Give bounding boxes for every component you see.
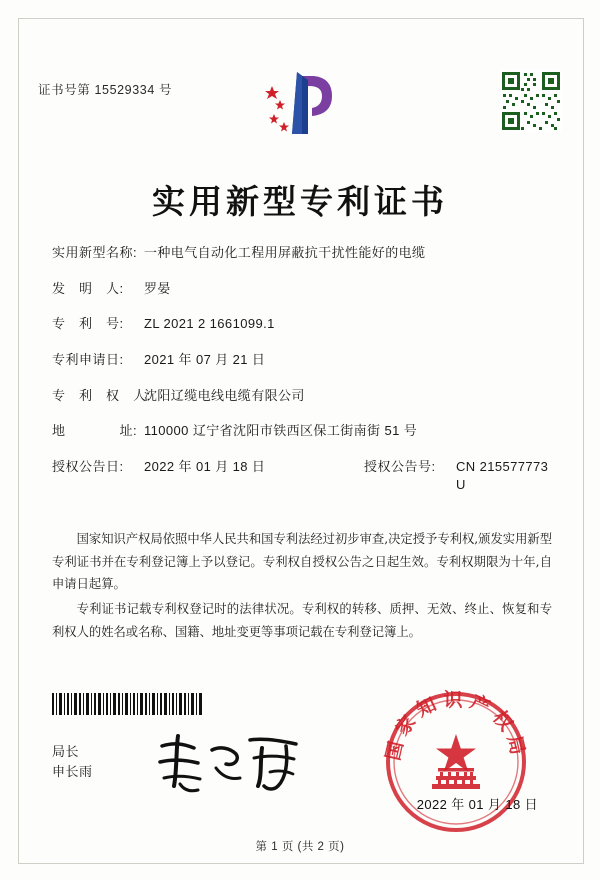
handwritten-signature bbox=[150, 728, 320, 798]
cnipa-logo-icon bbox=[252, 70, 348, 142]
field-row-name bbox=[52, 244, 552, 262]
field-label: 授权公告日: bbox=[52, 459, 124, 475]
svg-text:国家知识产权局: 国家知识产权局 bbox=[382, 689, 530, 763]
director-label: 局长 bbox=[52, 744, 80, 759]
field-label: 专 利 权 人: bbox=[52, 387, 151, 403]
field-label: 专利申请日: bbox=[52, 352, 124, 368]
legal-text bbox=[52, 528, 552, 646]
field-label: 地 址: bbox=[52, 423, 138, 439]
qr-code-icon bbox=[500, 70, 562, 132]
barcode-svg bbox=[52, 693, 202, 715]
field-label-secondary: 授权公告号: bbox=[364, 459, 436, 475]
qr-code-svg bbox=[500, 70, 562, 132]
field-value: 沈阳辽缆电线电缆有限公司 bbox=[144, 387, 305, 403]
field-row-patentee bbox=[52, 387, 552, 405]
field-label: 专 利 号: bbox=[52, 316, 124, 332]
field-label: 发 明 人: bbox=[52, 280, 124, 296]
seal-date: 2022 年 01 月 18 日 bbox=[416, 797, 538, 812]
page-footer: 第 1 页 (共 2 页) bbox=[255, 841, 345, 853]
field-value: ZL 2021 2 1661099.1 bbox=[144, 316, 275, 332]
field-value: 罗晏 bbox=[144, 280, 171, 296]
field-value: 2021 年 07 月 21 日 bbox=[144, 352, 266, 368]
paragraph: 专利证书记载专利权登记时的法律状况。专利权的转移、质押、无效、终止、恢复和专利权人的姓名或名称、国籍、地址变更等事项记载在专利登记簿上。 bbox=[52, 602, 552, 639]
field-value-secondary: CN 215577773 U bbox=[456, 459, 549, 493]
signature-svg bbox=[150, 728, 320, 798]
page-title: 实用新型专利证书 bbox=[152, 182, 448, 221]
paragraph: 国家知识产权局依照中华人民共和国专利法经过初步审查,决定授予专利权,颁发实用新型专利证书并在专利登记簿上予以登记。专利权自授权公告之日起生效。专利权期限为十年,自申请日起算。 bbox=[52, 532, 552, 592]
field-row-patent-number bbox=[52, 315, 552, 333]
field-row-application-date bbox=[52, 351, 552, 369]
official-seal bbox=[382, 688, 530, 836]
fields-list bbox=[52, 244, 552, 512]
certificate-number: 证书号第 15529334 号 bbox=[38, 83, 173, 97]
field-value: 一种电气自动化工程用屏蔽抗干扰性能好的电缆 bbox=[144, 245, 426, 260]
field-label: 实用新型名称: bbox=[52, 245, 138, 260]
field-value: 110000 辽宁省沈阳市铁西区保工街南街 51 号 bbox=[144, 423, 418, 439]
field-row-address bbox=[52, 422, 552, 440]
logo-svg bbox=[252, 70, 348, 142]
field-row-inventor bbox=[52, 280, 552, 298]
director-name: 申长雨 bbox=[52, 764, 93, 780]
barcode-icon bbox=[52, 693, 202, 715]
field-value: 2022 年 01 月 18 日 bbox=[144, 459, 266, 475]
field-row-grant bbox=[52, 458, 552, 494]
seal-svg bbox=[382, 688, 530, 836]
director-block bbox=[52, 742, 93, 782]
